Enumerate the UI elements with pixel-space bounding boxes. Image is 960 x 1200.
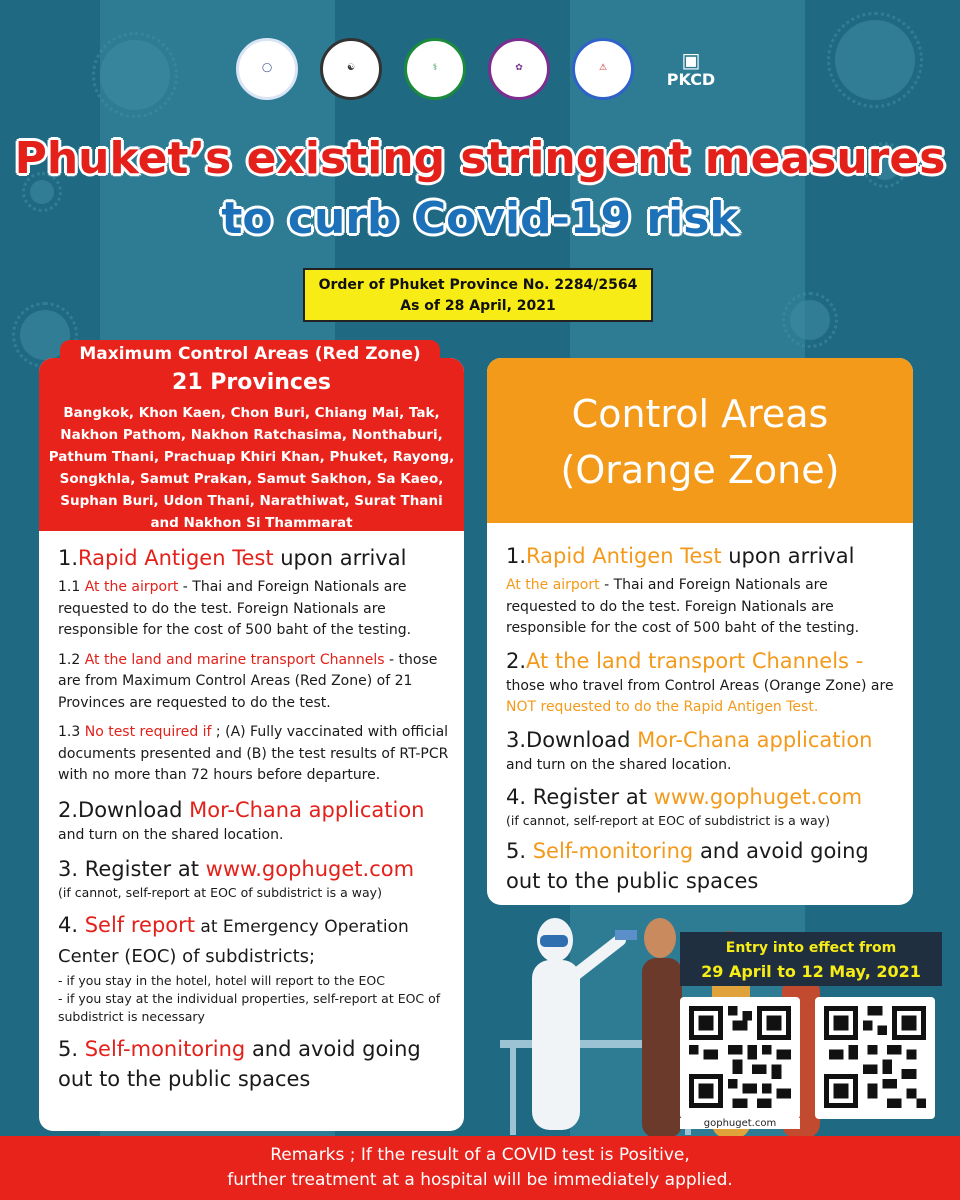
logo-row <box>236 38 726 100</box>
red-item-2-sub: and turn on the shared location. <box>58 826 284 843</box>
orange-zone-card <box>487 358 913 905</box>
item-text: - Thai and Foreign Nationals are requested to do the test. Foreign Nationals are responsible for the cost of 500 baht of the testing. <box>58 579 412 638</box>
red-zone-tab: Maximum Control Areas (Red Zone) <box>60 340 440 370</box>
entry-dates: 29 April to 12 May, 2021 <box>701 962 921 981</box>
item-highlight: No test required if <box>84 724 212 740</box>
phuket-province-seal-icon: ◯ <box>236 38 298 100</box>
item-highlight: NOT requested to do the Rapid Antigen Test. <box>506 699 819 715</box>
thermometer-icon <box>615 930 637 940</box>
item-highlight: Rapid Antigen Test <box>526 544 722 568</box>
item-text: upon arrival <box>721 544 855 568</box>
orange-zone-body <box>487 523 913 896</box>
barrier-post <box>510 1040 516 1135</box>
remarks-bar <box>0 1136 960 1200</box>
qr-code-gophuget[interactable] <box>680 997 800 1119</box>
face-shield <box>540 935 568 947</box>
orange-item-4-sub: (if cannot, self-report at EOC of subdistrict is a way) <box>506 813 830 828</box>
item-number: 4. <box>58 913 85 937</box>
order-date: As of 28 April, 2021 <box>400 298 556 314</box>
orange-item-3 <box>506 725 901 755</box>
qr-caption: gophuget.com <box>680 1118 800 1129</box>
order-number: Order of Phuket Province No. 2284/2564 <box>318 277 638 293</box>
item-highlight: At the land transport Channels - <box>526 648 864 673</box>
item-highlight: Rapid Antigen Test <box>78 546 274 570</box>
item-text: ; (A) Fully vaccinated with official documents presented and (B) the test results of RT-PCR with no more than 72 hours before departure. <box>58 724 449 783</box>
item-highlight: At the airport <box>506 577 600 593</box>
item-number: 5. <box>58 1037 85 1061</box>
orange-zone-title-1: Control Areas <box>571 392 829 436</box>
phuket-pr-office-icon: ✿ <box>488 38 550 100</box>
item-number: 1. <box>58 546 79 570</box>
virus-icon <box>100 40 170 110</box>
red-item-4-sub1: - if you stay in the hotel, hotel will report to the EOC <box>58 973 386 988</box>
item-highlight: At the land and marine transport Channels <box>84 651 385 668</box>
red-item-1 <box>58 543 450 573</box>
item-number: 1.3 <box>58 724 85 740</box>
ministry-of-public-health-icon: ⚕ <box>404 38 466 100</box>
orange-item-3-sub: and turn on the shared location. <box>506 756 732 773</box>
virus-icon <box>790 300 830 340</box>
website-link[interactable]: www.gophuget.com <box>653 785 863 809</box>
item-text: those who travel from Control Areas (Orange Zone) are <box>506 677 894 694</box>
red-zone-header <box>39 358 464 531</box>
item-number: 1. <box>506 544 527 568</box>
red-item-3-sub: (if cannot, self-report at EOC of subdistrict is a way) <box>58 885 382 900</box>
pkcd-logo-text: PKCD <box>666 70 716 90</box>
entry-date-box <box>680 932 942 986</box>
traveler-head <box>644 918 676 958</box>
phuket-covid-info-center-icon: ⚠ <box>572 38 634 100</box>
item-highlight: Self-monitoring <box>84 1037 246 1061</box>
remarks-line-2: further treatment at a hospital will be immediately applied. <box>227 1170 733 1190</box>
ppe-suit <box>532 960 580 1130</box>
red-item-3 <box>58 854 450 884</box>
orange-zone-header <box>487 358 913 523</box>
item-text: and avoid going <box>245 1037 421 1061</box>
red-item-5 <box>58 1034 450 1064</box>
red-zone-count: 21 Provinces <box>172 370 331 395</box>
red-item-1-3 <box>58 722 450 787</box>
qr-code-icon <box>824 1006 926 1108</box>
red-item-1-1 <box>58 577 450 642</box>
orange-item-2-sub <box>506 676 901 719</box>
order-box <box>303 268 653 322</box>
item-highlight: Self report <box>84 913 196 937</box>
red-item-5-line2: out to the public spaces <box>58 1067 311 1091</box>
item-number: 5. <box>506 839 533 863</box>
item-highlight: Mor-Chana application <box>637 727 873 752</box>
orange-item-5 <box>506 836 901 866</box>
pkcd-icon: ▣ PKCD <box>666 48 716 90</box>
orange-item-5-line2: out to the public spaces <box>506 869 759 893</box>
traveler-body <box>642 958 682 1138</box>
qr-code-mor-chana[interactable] <box>815 997 935 1119</box>
orange-zone-title-2: (Orange Zone) <box>560 448 840 492</box>
orange-item-1-sub <box>506 575 901 640</box>
title-line-2: to curb Covid-19 risk <box>221 193 739 244</box>
item-text: 3. Register at <box>58 857 206 881</box>
item-text: - Thai and Foreign Nationals are requested to do the test. Foreign Nationals are responsible for the cost of 500 baht of the testing. <box>506 577 860 636</box>
orange-item-2 <box>506 646 901 676</box>
entry-label: Entry into effect from <box>725 940 897 956</box>
item-text: - those are from Maximum Control Areas (Red Zone) of 21 Provinces are requested to do the test. <box>58 651 438 711</box>
red-zone-card <box>39 358 464 1131</box>
item-text: upon arrival <box>273 546 407 570</box>
item-number: 1.2 <box>58 651 85 668</box>
qr-code-icon <box>689 1006 791 1108</box>
worker-arm <box>575 940 620 975</box>
red-item-4-sub2: - if you stay at the individual properties, self-report at EOC of subdistrict is necessary <box>58 991 441 1024</box>
orange-item-1 <box>506 541 901 571</box>
item-highlight: At the airport <box>84 579 179 595</box>
virus-icon <box>835 20 915 100</box>
red-zone-body <box>39 531 464 1094</box>
item-highlight: Self-monitoring <box>532 839 694 863</box>
orange-item-4 <box>506 782 901 812</box>
red-item-4-line2: Center (EOC) of subdistricts; <box>58 946 316 967</box>
item-number: 2. <box>506 648 527 673</box>
remarks-line-1: Remarks ; If the result of a COVID test is Positive, <box>270 1145 690 1165</box>
phuket-provincial-public-health-icon: ☯ <box>320 38 382 100</box>
red-item-2 <box>58 795 450 825</box>
website-link[interactable]: www.gophuget.com <box>205 857 415 881</box>
red-item-4 <box>58 910 450 942</box>
item-text: and avoid going <box>693 839 869 863</box>
red-zone-provinces: Bangkok, Khon Kaen, Chon Buri, Chiang Mai, Tak, Nakhon Pathom, Nakhon Ratchasima, Nonthaburi, Pathum Thani, Prachuap Khiri Khan, Phuket, Rayong, Songkhla, Samut Prakan, Samut Sakhon, Sa Kaeo, Suphan Buri, Udon Thani, Narathiwat, Surat Thani and Nakhon Si Thammarat <box>48 405 455 531</box>
item-text: 3.Download <box>506 727 638 752</box>
item-highlight: Mor-Chana application <box>189 797 425 822</box>
item-text: at Emergency Operation <box>195 917 409 937</box>
item-text: 2.Download <box>58 797 190 822</box>
item-number: 1.1 <box>58 579 85 595</box>
item-text: 4. Register at <box>506 785 654 809</box>
title-line-1: Phuket’s existing stringent measures <box>14 133 946 184</box>
red-item-1-2 <box>58 650 450 715</box>
